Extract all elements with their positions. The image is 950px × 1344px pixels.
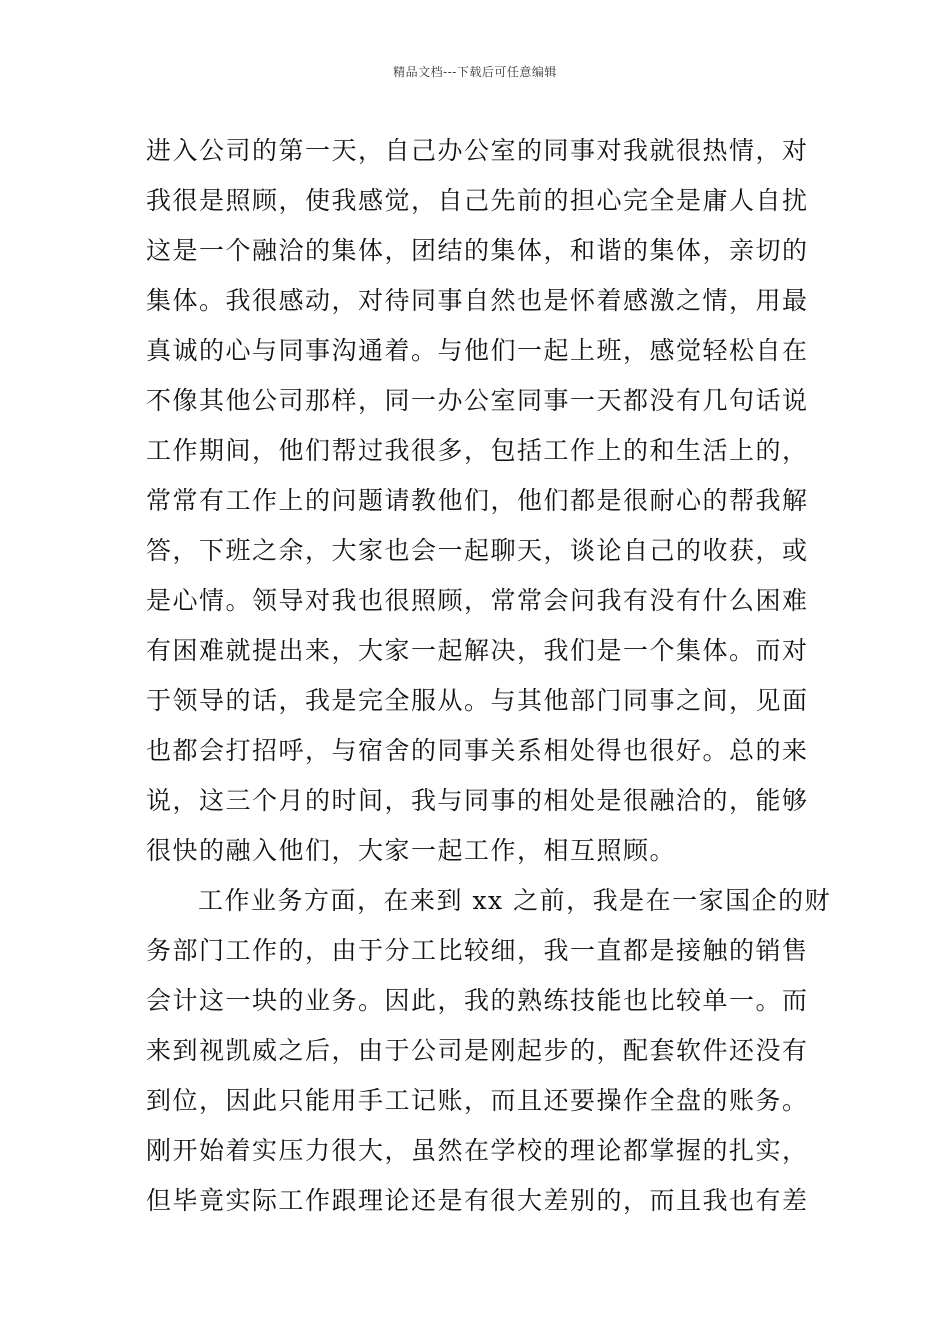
text-line: 我很是照顾，使我感觉，自己先前的担心完全是庸人自扰 [146, 186, 809, 215]
text-line: 这是一个融洽的集体，团结的集体，和谐的集体，亲切的 [146, 236, 809, 265]
page-header: 精品文档---下载后可任意编辑 [393, 65, 557, 79]
text-line: 常常有工作上的问题请教他们，他们都是很耐心的帮我解 [146, 486, 809, 515]
text-line: 很快的融入他们，大家一起工作，相互照顾。 [146, 836, 677, 865]
text-line: 工作期间，他们帮过我很多，包括工作上的和生活上的， [146, 436, 809, 465]
text-line: 刚开始着实压力很大，虽然在学校的理论都掌握的扎实， [146, 1136, 809, 1165]
text-line: 集体。我很感动，对待同事自然也是怀着感激之情，用最 [146, 286, 809, 315]
paragraph-first-line: 工作业务方面，在来到 xx 之前，我是在一家国企的财 [198, 886, 832, 915]
text-line: 到位，因此只能用手工记账，而且还要操作全盘的账务。 [146, 1086, 809, 1115]
document-body [146, 126, 832, 1226]
text-line: 不像其他公司那样，同一办公室同事一天都没有几句话说 [146, 386, 809, 415]
text-line: 来到视凯威之后，由于公司是刚起步的，配套软件还没有 [146, 1036, 809, 1065]
text-line: 会计这一块的业务。因此，我的熟练技能也比较单一。而 [146, 986, 809, 1015]
text-line: 但毕竟实际工作跟理论还是有很大差别的，而且我也有差 [146, 1186, 809, 1215]
text-line: 务部门工作的，由于分工比较细，我一直都是接触的销售 [146, 936, 809, 965]
text-line: 是心情。领导对我也很照顾，常常会问我有没有什么困难 [146, 586, 809, 615]
text-line: 真诚的心与同事沟通着。与他们一起上班，感觉轻松自在 [146, 336, 809, 365]
text-line: 进入公司的第一天，自己办公室的同事对我就很热情，对 [146, 136, 809, 165]
text-line: 说，这三个月的时间，我与同事的相处是很融洽的，能够 [146, 786, 809, 815]
text-line: 有困难就提出来，大家一起解决，我们是一个集体。而对 [146, 636, 809, 665]
text-line: 于领导的话，我是完全服从。与其他部门同事之间，见面 [146, 686, 809, 715]
text-line: 也都会打招呼，与宿舍的同事关系相处得也很好。总的来 [146, 736, 809, 765]
text-line: 答，下班之余，大家也会一起聊天，谈论自己的收获，或 [146, 536, 809, 565]
